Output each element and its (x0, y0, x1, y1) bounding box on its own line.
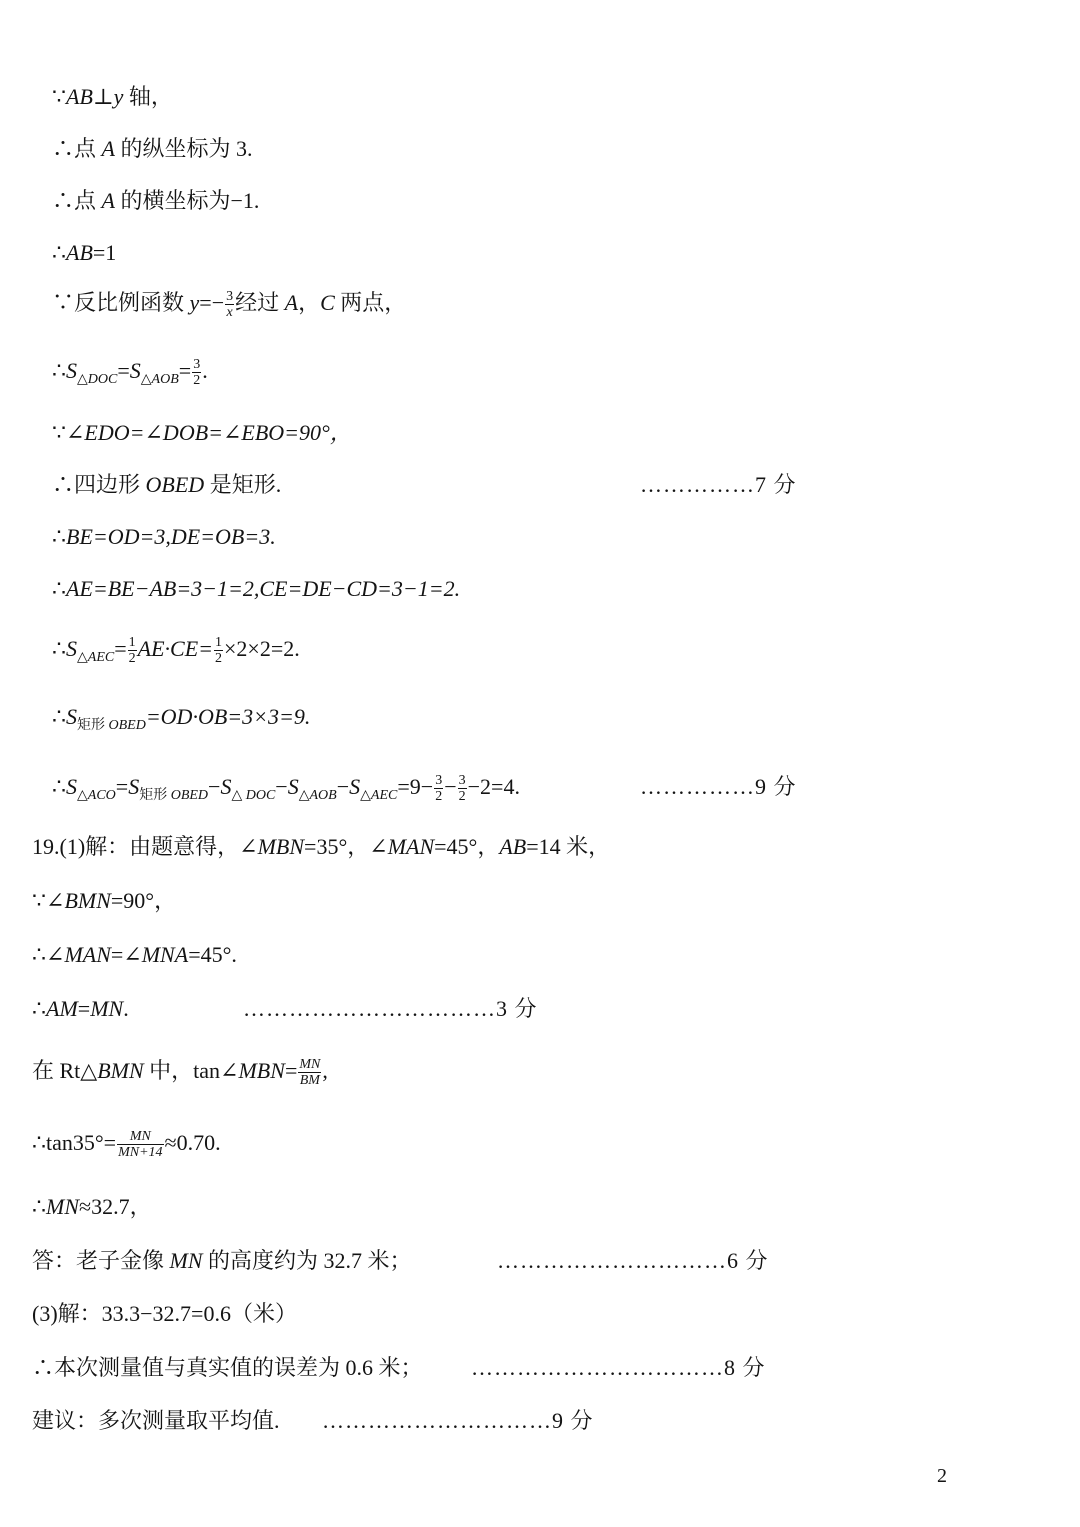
denominator: 2 (435, 789, 443, 805)
text: =OD·OB=3×3=9. (145, 704, 311, 729)
triangle-symbol: △ (140, 372, 152, 387)
fraction (434, 773, 443, 804)
text: 中，tan∠ (143, 1058, 239, 1083)
text: ∠ (46, 942, 65, 967)
line-20 (32, 1192, 152, 1222)
therefore-symbol: ∴ (52, 188, 75, 213)
line-3 (52, 186, 259, 216)
text: 19.(1)解：由题意得，∠ (32, 834, 258, 859)
text: =14 米， (526, 834, 611, 859)
text: =∠ (110, 942, 142, 967)
denominator: BM (299, 1073, 320, 1089)
text: =45°， (434, 834, 500, 859)
text: 反比例函数 (74, 290, 190, 315)
segment-ab: AB (499, 834, 527, 859)
therefore-symbol: ∴ (32, 996, 46, 1021)
area-s: S (287, 774, 299, 799)
area-s: S (220, 774, 232, 799)
label: ACO (87, 788, 116, 803)
line-7 (52, 418, 352, 448)
text: −2=4. (467, 774, 520, 799)
rect-label: 矩形 (77, 718, 105, 733)
line-17 (32, 994, 129, 1024)
line-11 (52, 634, 300, 673)
text: 点 (74, 136, 102, 161)
label: AOB (151, 372, 179, 387)
line-4 (52, 238, 116, 268)
line-1 (52, 82, 173, 112)
line-24 (32, 1406, 280, 1436)
therefore-symbol: ∴ (52, 774, 66, 799)
text: =90°， (110, 888, 177, 913)
text: ， (298, 290, 321, 315)
denominator: 2 (128, 651, 136, 667)
text: . (202, 358, 208, 383)
line-2 (52, 134, 253, 164)
segment-am: AM (46, 996, 78, 1021)
label: OBED (167, 788, 209, 803)
angle-label: MBN (238, 1058, 285, 1083)
text: ≈32.7， (79, 1194, 152, 1219)
angle-label: MNA (141, 942, 189, 967)
label: OBED (105, 718, 146, 733)
rect-label: 矩形 (139, 788, 168, 803)
therefore-symbol: ∴ (52, 240, 66, 265)
text: 答：老子金像 (32, 1248, 170, 1273)
fraction (117, 1129, 163, 1160)
numerator: 1 (215, 635, 222, 651)
text: 建议：多次测量取平均值. (32, 1408, 280, 1433)
label: AOB (309, 788, 337, 803)
line-14 (32, 832, 610, 862)
fraction (192, 357, 201, 388)
segment-ab: AB (66, 84, 93, 109)
area-s: S (129, 358, 141, 383)
angle-label: MBN (257, 834, 305, 859)
fraction (225, 289, 234, 320)
subscript (360, 788, 397, 803)
label: DOC (242, 788, 276, 803)
label: OBED (145, 472, 205, 497)
line-10 (52, 574, 460, 604)
area-s: S (66, 774, 77, 799)
line-23 (32, 1353, 423, 1383)
var-y: y (113, 84, 124, 109)
numerator: 3 (435, 773, 443, 789)
therefore-symbol: ∴ (32, 942, 46, 967)
text: 的高度约为 32.7 米； (202, 1248, 412, 1273)
score-6: …………………………6 分 (497, 1248, 769, 1273)
subscript (77, 718, 146, 733)
text: = (115, 774, 129, 799)
text: 在 Rt△ (32, 1058, 98, 1083)
angle-label: MAN (387, 834, 435, 859)
therefore-symbol: ∴ (32, 1130, 46, 1155)
triangle-symbol: △ (77, 788, 88, 803)
segment-mn: MN (90, 996, 124, 1021)
denominator: 2 (215, 651, 222, 667)
subscript (231, 788, 275, 803)
text: 的横坐标为−1. (114, 188, 260, 213)
label: AEC (370, 788, 398, 803)
text: = (117, 358, 130, 383)
text: = (178, 358, 192, 383)
therefore-symbol: ∴ (52, 472, 75, 497)
line-22 (32, 1299, 297, 1329)
text: ∠ (46, 888, 65, 913)
text: − (444, 774, 457, 799)
triangle-symbol: △ (77, 372, 88, 387)
therefore-symbol: ∴ (52, 576, 66, 601)
point-a: A (284, 290, 299, 315)
text: − (275, 774, 288, 799)
line-15 (32, 886, 176, 916)
subscript (139, 788, 208, 803)
subscript (77, 788, 116, 803)
triangle-symbol: △ (77, 650, 88, 665)
denominator: MN+14 (118, 1145, 163, 1161)
area-s: S (349, 774, 361, 799)
numerator: 3 (458, 773, 466, 789)
text: tan35°= (46, 1130, 117, 1155)
text: =1 (92, 240, 117, 265)
label: AEC (87, 650, 115, 665)
triangle-symbol: △ (231, 788, 243, 803)
text: AE·CE= (137, 636, 213, 661)
line-21 (32, 1246, 412, 1276)
text: =− (199, 290, 225, 315)
text: =45°. (188, 942, 237, 967)
text: 经过 (235, 290, 285, 315)
segment-mn: MN (46, 1194, 79, 1219)
area-s: S (66, 358, 77, 383)
score-3: ……………………………3 分 (243, 996, 538, 1021)
line-9 (52, 522, 276, 552)
denominator: x (226, 305, 233, 321)
because-symbol: ∵ (52, 420, 66, 445)
label: DOC (87, 372, 118, 387)
numerator: 1 (128, 635, 136, 651)
therefore-symbol: ∴ (52, 704, 66, 729)
score-9: ……………9 分 (640, 774, 797, 799)
numerator: MN (299, 1057, 321, 1073)
area-s: S (128, 774, 140, 799)
text: = (284, 1058, 298, 1083)
therefore-symbol: ∴ (52, 136, 75, 161)
subscript (299, 788, 337, 803)
text: 是矩形. (204, 472, 282, 497)
text: = (114, 636, 127, 661)
because-symbol: ∵ (52, 290, 75, 315)
because-symbol: ∵ (52, 84, 66, 109)
therefore-symbol: ∴ (32, 1194, 46, 1219)
line-6 (52, 356, 208, 395)
line-19 (32, 1128, 221, 1160)
text: ×2×2=2. (224, 636, 300, 661)
triangle-label: BMN (97, 1058, 144, 1083)
text: = (77, 996, 91, 1021)
line-18 (32, 1056, 328, 1088)
text: − (336, 774, 350, 799)
var-y: y (189, 290, 200, 315)
text: =35°，∠ (304, 834, 388, 859)
therefore-symbol: ∴ (52, 524, 66, 549)
segment-mn: MN (169, 1248, 203, 1273)
text: 轴， (123, 84, 173, 109)
text: − (208, 774, 221, 799)
subscript (77, 650, 114, 665)
therefore-symbol: ∴ (52, 358, 66, 383)
triangle-symbol: △ (360, 788, 371, 803)
text: (3)解：33.3−32.7=0.6（米） (32, 1301, 297, 1326)
triangle-symbol: △ (298, 788, 310, 803)
numerator: MN (117, 1129, 163, 1145)
segment-ab: AB (66, 240, 93, 265)
text: ∠EDO=∠DOB=∠EBO=90°， (66, 420, 352, 445)
fraction (128, 635, 137, 666)
line-12 (52, 702, 310, 741)
subscript (141, 372, 179, 387)
text: ≈0.70. (164, 1130, 221, 1155)
line-16 (32, 940, 237, 970)
denominator: 2 (458, 789, 466, 805)
page-number: 2 (937, 1465, 947, 1487)
denominator: 2 (193, 373, 201, 389)
angle-label: MAN (64, 942, 111, 967)
score-8: ……………………………8 分 (471, 1355, 766, 1380)
numerator: 3 (193, 357, 201, 373)
line-13 (52, 772, 520, 811)
line-5 (52, 288, 406, 320)
text: =9− (397, 774, 434, 799)
text: 点 (74, 188, 102, 213)
score-7: ……………7 分 (640, 472, 797, 497)
area-s: S (66, 704, 77, 729)
numerator: 3 (226, 289, 234, 305)
angle-label: BMN (64, 888, 111, 913)
score-9b: …………………………9 分 (322, 1408, 594, 1433)
text: 四边形 (74, 472, 146, 497)
text: . (123, 996, 129, 1021)
line-8 (52, 470, 281, 500)
point-a: A (101, 136, 115, 161)
point-a: A (101, 188, 115, 213)
subscript (77, 372, 117, 387)
therefore-symbol: ∴ (32, 1355, 55, 1380)
text: BE=OD=3,DE=OB=3. (66, 524, 276, 549)
fraction (458, 773, 467, 804)
therefore-symbol: ∴ (52, 636, 66, 661)
area-s: S (66, 636, 77, 661)
text: AE=BE−AB=3−1=2,CE=DE−CD=3−1=2. (66, 576, 461, 601)
perp-symbol: ⊥ (92, 84, 114, 109)
text: , (322, 1058, 328, 1083)
because-symbol: ∵ (32, 888, 46, 913)
fraction (214, 635, 223, 666)
point-c: C (320, 290, 335, 315)
fraction (298, 1057, 321, 1088)
text: 本次测量值与真实值的误差为 0.6 米； (54, 1355, 423, 1380)
text: 的纵坐标为 3. (114, 136, 253, 161)
text: 两点， (334, 290, 407, 315)
